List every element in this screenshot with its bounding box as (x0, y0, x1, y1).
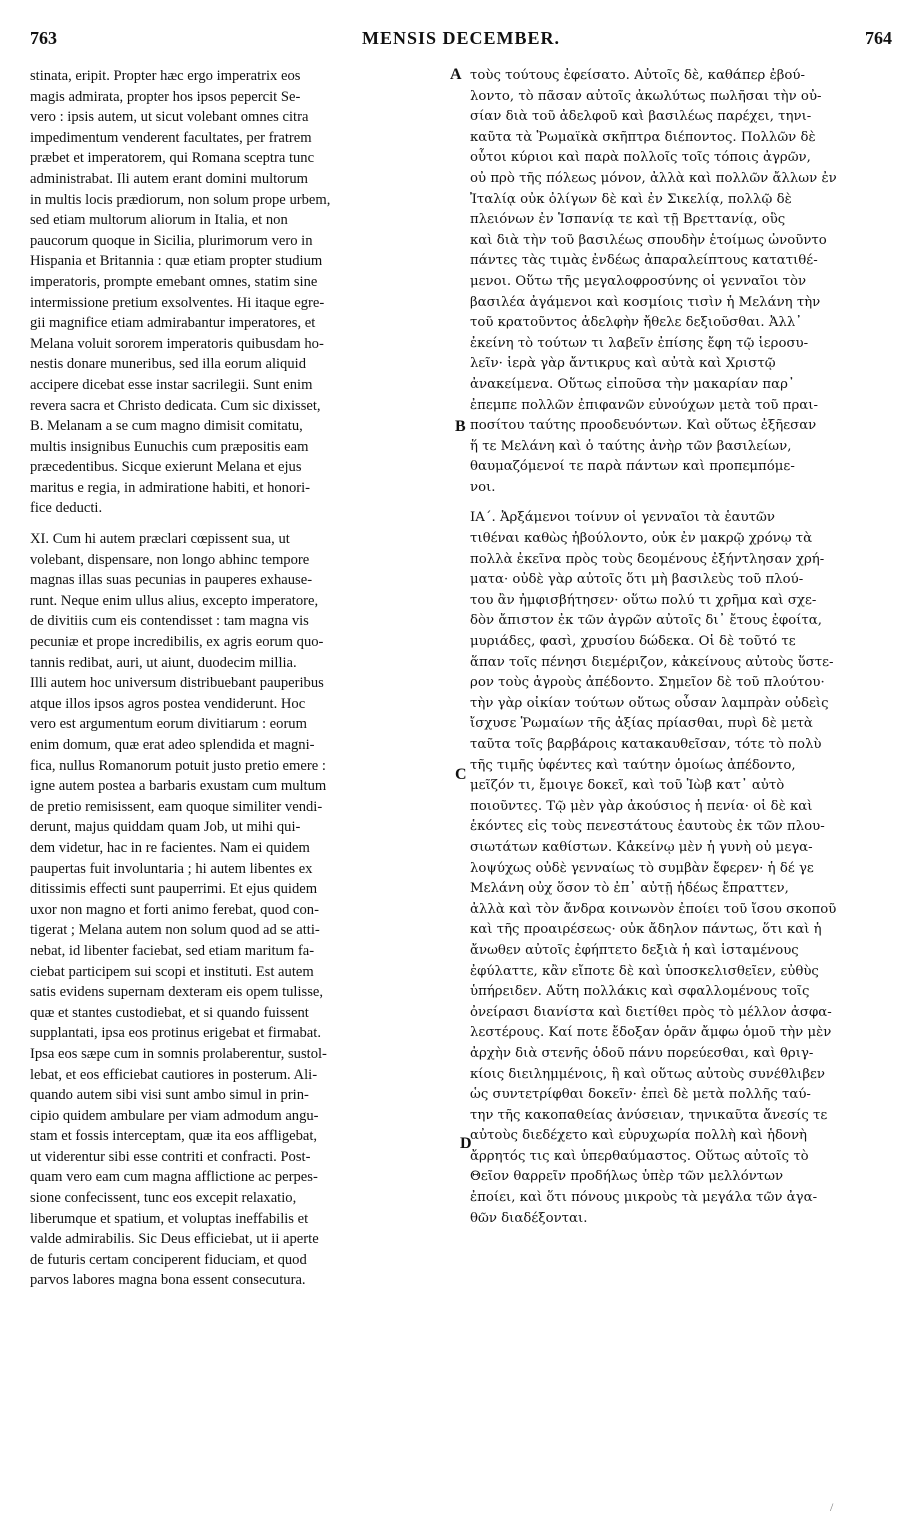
text-line: dem videtur, hac in re facientes. Nam ei quidem (30, 839, 310, 856)
margin-marker-a: A (450, 66, 462, 83)
text-line: ditissimis effecti sunt pauperrimi. Et ejus quidem (30, 881, 318, 898)
text-line: satis evidens supernam dexteram eis opem tulisse, (30, 984, 324, 1001)
text-line: imperatoris, prompte emebant omnes, statim sine (30, 273, 318, 290)
text-line: maritus e regia, in admiratione habiti, et honori- (30, 479, 311, 496)
text-line: B. Melanam a se cum magno dimisit comitatu, (30, 418, 303, 435)
text-line: fice deducti. (30, 500, 103, 517)
text-line: ποιοῦντες. Τῷ μὲν γὰρ ἀκούσιος ἡ πενία· οἱ δὲ καὶ (470, 798, 813, 814)
text-line: ἐποίει, καὶ ὅτι πόνους μικροὺς τὰ μεγάλα τῶν ἀγα- (470, 1190, 818, 1206)
text-line: valde admirabilis. Sic Deus efficiebat, ut ii aperte (30, 1231, 319, 1248)
text-line: fica, nullus Romanorum potuit justo pretio emere : (30, 757, 326, 774)
text-line: δὸν ἄπιστον ἐκ τῶν ἀγρῶν αὐτοῖς δι᾽ ἔτους ἐφοίτα, (470, 613, 822, 629)
text-line: de futuris certam conciperent fiduciam, et quod (30, 1251, 307, 1268)
text-line: in multis locis prædiorum, non solum prope urbem, (30, 191, 331, 208)
text-line: Ἰταλίᾳ οὐκ ὀλίγων δὲ καὶ ἐν Σικελίᾳ, πολλῷ δὲ (470, 191, 792, 207)
text-line: πάντες τὰς τιμὰς ἐνδέως ἀπαραλείπτους κατατιθέ- (470, 253, 818, 269)
text-line: uxor non magno et forti animo ferebat, quod con- (30, 901, 319, 918)
text-line: stinata, eripit. Propter hæc ergo imperatrix eos (30, 68, 301, 84)
text-line: stam et fossis interceptam, quæ ita eos affligebat, (30, 1128, 318, 1145)
text-line: τοῦ κρατοῦντος ἀδελφὴν ἤθελε δεξιοῦσθαι. Ἀλλ᾽ (470, 315, 802, 331)
text-line: ἐκείνη τὸ τούτων τι λαβεῖν ἐπίσης ἔφη τῷ ἱεροσυ- (470, 335, 809, 351)
text-line: καὶ διὰ τὴν τοῦ βασιλέως σπουδὴν ἑτοίμως ὠνοῦντο (470, 232, 827, 248)
text-line: καῦτα τὰ Ῥωμαϊκὰ σκῆπτρα διέποντος. Πολλῶν δὲ (470, 129, 816, 145)
text-line: derunt, majus quiddam quam Job, ut mihi qui- (30, 819, 301, 836)
text-line: ἴσχυσε Ῥωμαίων τῆς ἀξίας πρίασθαι, πυρὶ δὲ μετὰ (470, 716, 813, 732)
text-line: νοι. (470, 479, 496, 495)
text-line: ἀρχὴν διὰ στενῆς ὁδοῦ πάνυ πορεύεσθαι, καὶ θριγ- (470, 1045, 814, 1061)
running-title: MENSIS DECEMBER. (361, 28, 561, 48)
text-line: de pretio remisissent, eam quoque similiter vendi- (30, 798, 323, 815)
text-line: πολλὰ ἐκεῖνα πρὸς τοὺς δεομένους ἐξήντλησαν χρή- (470, 551, 825, 567)
text-line: de divitiis cum eis contendisset : tam magna vis (30, 613, 309, 630)
text-line: multis insignibus Eunuchis cum præpositis eam (30, 438, 309, 455)
text-line: cipio quidem ambulare per viam admodum angu- (30, 1107, 319, 1124)
text-line: οὐ πρὸ τῆς πόλεως μόνον, ἀλλὰ καὶ πολλῶν ἄλλων ἐν (470, 170, 837, 186)
text-line: magis admirata, propter hos ipsos pepercit Se- (30, 88, 301, 105)
latin-column (30, 66, 456, 1291)
text-line: ἑκόντες εἰς τοὺς πενεστάτους ἑαυτοὺς ἐκ τῶν πλου- (470, 819, 825, 835)
text-line: τιθέναι καθὼς ἠβούλοντο, οὐκ ἐν μακρῷ χρόνῳ τὰ (470, 531, 813, 547)
text-line: paupertas fuit involuntaria ; hi autem libentes ex (30, 860, 313, 877)
text-line: vero est argumentum eorum divitiarum : eorum (30, 716, 307, 733)
text-line: μενοι. Οὕτω τῆς μεγαλοφροσύνης οἱ γενναῖοι τὸν (470, 273, 807, 289)
text-line: quam vero eam cum magna afflictione ac perpes- (30, 1169, 318, 1186)
text-line: Θεῖον θαρρεῖν προδήλως ὑπὲρ τῶν μελλόντων (470, 1169, 784, 1185)
text-line: volebant, dispensare, non longo abhinc tempore (30, 551, 310, 568)
text-line: Ipsa eos sæpe cum in somnis prolaberentur, sustol- (30, 1045, 327, 1062)
page-number-right: 764 (865, 28, 892, 48)
text-line: την τῆς κακοπαθείας ἀνύσειαν, τηνικαῦτα ἄνεσίς τε (470, 1107, 828, 1123)
text-line: gii magnifice etiam admirabantur imperatores, et (30, 315, 316, 332)
text-line: ποσίτου ταύτης προοδευόντων. Καὶ οὕτως ἐξῆεσαν (470, 418, 817, 434)
margin-marker-d: D (460, 1135, 472, 1152)
text-line: revera sacra et Christo dedicata. Cum sic dixisset, (30, 397, 321, 414)
text-line: XI. Cum hi autem præclari cœpissent sua, ut (30, 531, 290, 548)
text-line: βασιλέα ἀγάμενοι καὶ κοσμίοις τισὶν ἡ Μελάνη τὴν (470, 294, 821, 310)
text-line: ciebat participem sui scopi et instituti. Est autem (30, 963, 314, 980)
text-line: ut viderentur sibi esse contriti et confracti. Post- (30, 1148, 311, 1165)
text-line: præbet et imperatorem, qui Romana sceptra tunc (30, 150, 315, 167)
text-line: ΙΑ΄. Ἀρξάμενοι τοίνυν οἱ γενναῖοι τὰ ἑαυτῶν (470, 510, 775, 526)
text-line: liberumque et spatium, et voluptas ineffabilis et (30, 1210, 309, 1227)
text-line: ἀλλὰ καὶ τὸν ἄνδρα κοινωνὸν ἐποίει τοῦ ἴσου σκοποῦ (470, 901, 837, 917)
text-line: sione confecissent, tunc eos excepit relaxatio, (30, 1190, 297, 1207)
text-line: impedimentum venderent facultates, per fratrem (30, 129, 312, 146)
text-line: πλειόνων ἐν Ἱσπανίᾳ τε καὶ τῇ Βρεττανίᾳ, οὓς (470, 212, 786, 228)
text-line: μυριάδες, φασὶ, χρυσίου δώδεκα. Οἱ δὲ τοῦτό τε (470, 634, 796, 650)
text-line: λεῖν· ἱερὰ γὰρ ἄντικρυς καὶ αὐτὰ καὶ Χριστῷ (470, 356, 776, 372)
text-line: ἐπεμπε πολλῶν ἐπιφανῶν εὐνούχων μετὰ τοῦ πραι- (470, 397, 818, 413)
text-line: runt. Neque enim ullus alius, excepto imperatore, (30, 592, 319, 609)
text-line: τὴν γὰρ οἰκίαν τούτων οὕτως οὖσαν λαμπρὰν οὐδεὶς (470, 695, 829, 711)
text-line: τοὺς τούτους ἐφείσατο. Αὐτοῖς δὲ, καθάπερ ἐβού- (470, 68, 805, 83)
text-line: enim domum, quæ erat adeo splendida et magni- (30, 737, 315, 753)
stray-mark: / (830, 1500, 834, 1514)
margin-marker-b: B (455, 418, 466, 435)
text-line: præcedentibus. Sicque exierunt Melana et ejus (30, 459, 302, 476)
text-line: ἥ τε Μελάνη καὶ ὁ ταύτης ἀνὴρ τῶν βασιλείων, (470, 438, 792, 454)
text-line: οὗτοι κύριοι καὶ παρὰ πολλοῖς τοῖς τόποις ἀγρῶν, (470, 150, 811, 166)
text-line: atque illos ipsos agros postea vendiderunt. Hoc (30, 695, 306, 712)
text-line: μεῖζόν τι, ἔμοιγε δοκεῖ, καὶ τοῦ Ἰὼβ κατ᾽ αὐτὸ (470, 778, 785, 794)
text-line: quæ et stantes custodiebat, et si quando fuissent (30, 1004, 309, 1021)
text-line: ρον τοὺς ἀγροὺς ἀπέδοντο. Σημεῖον δὲ τοῦ πλούτου· (470, 675, 825, 691)
text-line: θῶν διαδέξονται. (470, 1210, 588, 1226)
text-line: quando autem sibi visi sunt ambo simul in prin- (30, 1087, 309, 1104)
text-line: paucorum quoque in Sicilia, plurimorum vero in (30, 232, 313, 249)
text-line: tannis redibat, auri, ut aiunt, duodecim millia. (30, 654, 297, 671)
greek-column (470, 66, 898, 1229)
margin-marker-c: C (455, 766, 467, 783)
text-line: intermissione pretium exsolventes. Hi itaque egre- (30, 294, 325, 311)
text-line: accipere dicebat esse instar sacrilegii. Sunt enim (30, 376, 313, 393)
text-line: ἄρρητός τις καὶ ὑπερθαύμαστος. Οὕτως αὐτοῖς τὸ (470, 1148, 809, 1164)
text-line: Hispania et Britannia : quæ etiam propter studium (30, 253, 323, 270)
text-line: ὡς συντετρίφθαι δοκεῖν· ἐπεὶ δὲ μετὰ πολλῆς ταύ- (470, 1087, 811, 1103)
text-line: ἀνακείμενα. Οὕτως εἰποῦσα τὴν μακαρίαν παρ᾽ (470, 376, 795, 392)
text-line: sed etiam multorum aliorum in Italia, et non (30, 212, 288, 229)
text-line: του ἂν ἠμφισβήτησεν· οὕτω πολύ τι χρῆμα καὶ σχε- (470, 592, 817, 608)
text-line: λοψύχως οὐδὲ γενναίως τὸ συμβὰν ἔφερεν· ἡ δέ γε (470, 860, 814, 876)
text-line: τῆς τιμῆς ὑφέντες καὶ ταύτην ὁμοίως ἀπέδοντο, (470, 757, 796, 773)
text-line: ἅπαν τοῖς πένησι διεμέριζον, κἀκείνους αὐτοὺς ὕστε- (470, 654, 834, 670)
text-line: Melana voluit sororem imperatoris quibusdam ho- (30, 335, 324, 352)
text-line: Μελάνη οὐχ ὅσον τὸ ἐπ᾽ αὐτῇ ἡδέως ἔπραττεν, (470, 881, 789, 897)
text-line: nebat, id libenter faciebat, sed etiam maritum fa- (30, 942, 315, 959)
text-line: nestis donare muneribus, sed illa eorum aliquid (30, 356, 307, 373)
page-header (30, 28, 892, 64)
text-line: ταῦτα τοῖς βαρβάροις κατακαυθεῖσαν, τότε τὸ πολὺ (470, 737, 822, 752)
text-line: λοντο, τὸ πᾶσαν αὐτοῖς ἀκωλύτως πωλῆσαι τὴν οὐ- (470, 88, 822, 104)
text-line: αὐτοὺς διεδέχετο καὶ εὐρυχωρία πολλὴ καὶ ἡδονὴ (470, 1128, 808, 1144)
text-line: ὑπήρειδεν. Αὕτη πολλάκις καὶ σφαλλομένους τοῖς (470, 984, 810, 1000)
text-line: ὀνείρασι διανίστα καὶ διετίθει πρὸς τὸ μέλλον ἀσφα- (470, 1004, 832, 1020)
text-line: magnas illas suas pecunias in pauperes exhause- (30, 572, 313, 589)
text-line: tigerat ; Melana autem non solum quod ad se atti- (30, 922, 320, 939)
text-line: Illi autem hoc universum distribuebant pauperibus (30, 675, 324, 692)
text-line: administrabat. Ili autem erant domini multorum (30, 170, 309, 187)
text-line: λεστέρους. Καί ποτε ἔδοξαν ὁρᾶν ἄμφω ὁμοῦ τὴν μὲν (470, 1025, 832, 1041)
text-line: καὶ τῆς προαιρέσεως· οὐκ ἄδηλον πάντως, ὅτι καὶ ἡ (470, 922, 822, 938)
text-line: θαυμαζόμενοί τε παρὰ πάντων καὶ προπεμπόμε- (470, 459, 795, 475)
page-number-left: 763 (30, 28, 57, 48)
text-line: κίοις διειλημμένοις, ἣ καὶ οὕτως αὐτοὺς συνέθλιβεν (470, 1066, 826, 1082)
text-line: igne autem postea a barbaris exustam cum multum (30, 778, 327, 795)
text-line: vero : ipsis autem, ut sicut volebant omnes citra (30, 109, 309, 126)
text-line: pecuniæ et prope incredibilis, ex agris eorum quo- (30, 634, 324, 651)
text-line: supplantati, ipsa eos protinus erigebat et firmabat. (30, 1025, 321, 1042)
text-line: lebat, et eos efficiebat cautiores in posterum. Ali- (30, 1066, 318, 1083)
text-line: ματα· οὐδὲ γὰρ αὐτοῖς ὅτι μὴ βασιλεὺς τοῦ πλού- (470, 572, 804, 588)
text-line: σιωτάτων καθίστων. Κἀκείνῳ μὲν ἡ γυνὴ οὐ μεγα- (470, 839, 813, 855)
text-line: ἐφύλαττε, κἂν εἴποτε δὲ καὶ ὑποσκελισθεῖεν, εὐθὺς (470, 963, 819, 979)
text-line: ἄνωθεν αὐτοῖς ἐφήπτετο δεξιὰ ἡ καὶ ἱσταμένους (470, 942, 799, 958)
text-line: parvos labores magna bona essent consecutura. (30, 1272, 306, 1289)
text-line: σίαν διὰ τοῦ ἀδελφοῦ καὶ βασιλέως παρέχει, τηνι- (470, 109, 812, 125)
